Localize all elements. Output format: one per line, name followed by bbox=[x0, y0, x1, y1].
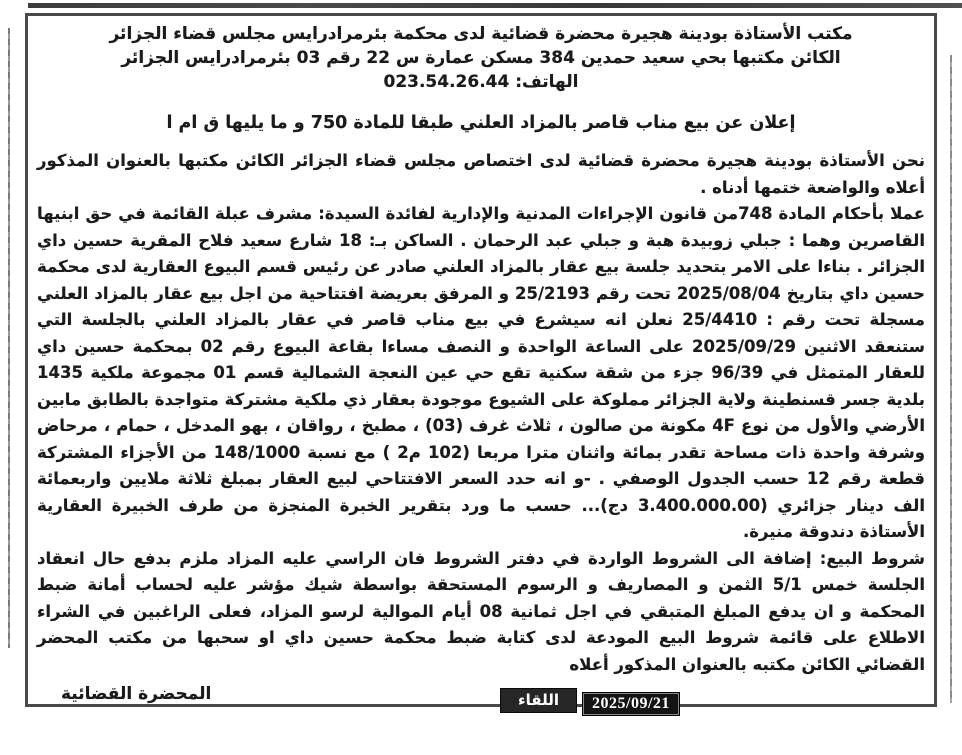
announcement-paragraph: عملا بأحكام المادة 748من قانون الإجراءات المدنية والإدارية لفائدة السيدة: مشرف عبلة القائمة في حق ابنيها القاصرين وهما : جبلي زوبيدة هبة و جبلي عبد الرحمان . الساكن بـ: 18 شارع سعيد فلاح المقرية حسين داي الجزائر . بناءا على الامر بتحديد جلسة بيع عقار بالمزاد العلني صادر عن رئيس قسم البيوع العقارية لدى محكمة حسين داي بتاريخ 2025/08/04 تحت رقم 25/2193 و المرفق بعريضة افتتاحية من اجل بيع عقار بالمزاد العلني مسجلة تحت رقم : 25/4410 نعلن انه سيشرع في بيع مناب قاصر في عقار بالمزاد العلني بالجلسة التي ستنعقد الاثنين 2025/09/29 على الساعة الواحدة و النصف مساءا بقاعة البيوع رقم 02 بمحكمة حسين داي للعقار المتمثل في 96/39 جزء من شقة سكنية تقع حي عين النعجة الشمالية قسم 01 مجموعة ملكية 1435 بلدية جسر قسنطينة ولاية الجزائر مملوكة على الشيوع موجودة بعقار ذي ملكية مشتركة متواجدة بالطابق مابين الأرضي والأول من نوع 4F مكونة من صالون ، ثلاث غرف (03) ، مطبخ ، رواقان ، بهو المدخل ، حمام ، مرحاض وشرفة واحدة ذات مساحة تقدر بمائة واثنان مترا مربعا (102 م2 ) مع نسبة 148/1000 من الأجزاء المشتركة قطعة رقم 12 حسب الجدول الوصفي . -و انه حدد السعر الافتتاحي لبيع العقار بمبلغ ثلاثة ملايين واربعمائة الف دينار جزائري (3.400.000.00 دج)... حسب ما ورد بتقرير الخبرة المنجزة من طرف الخبيرة العقارية الأستاذة دندوقة منيرة. bbox=[37, 204, 926, 541]
sale-conditions-paragraph: شروط البيع: إضافة الى الشروط الواردة في دفتر الشروط فان الراسي عليه المزاد ملزم بدفع حال انعقاد الجلسة خمس 5/1 الثمن و المصاريف و الرسوم المستحقة بواسطة شيك مؤشر عليه لحساب أمانة ضبط المحكمة و ان يدفع المبلغ المتبقي في اجل ثمانية 08 أيام الموالية لرسو المزاد، فعلى الراغبين في الشراء الاطلاع على قائمة شروط البيع المودعة لدى كتابة ضبط محكمة حسين داي او سحبها من مكتب المحضر القضائي الكائن مكتبه بالعنوان المذكور أعلاه bbox=[37, 548, 926, 674]
office-header-phone: الهاتف: 023.54.26.44 bbox=[383, 72, 579, 92]
footer-publication-date: 2025/09/21 bbox=[582, 692, 680, 716]
notice-title: إعلان عن بيع مناب قاصر بالمزاد العلني طبقا للمادة 750 و ما يليها ق ام ا bbox=[166, 113, 796, 133]
footer-bar bbox=[500, 688, 680, 716]
footer-publication-label: اللقاء bbox=[500, 688, 577, 713]
office-header-line2: الكائن مكتبها بحي سعيد حمدين 384 مسكن عمارة س 22 رقم 03 بئرمرادرايس الجزائر bbox=[121, 48, 841, 68]
intro-paragraph: نحن الأستاذة بودينة هجيرة محضرة قضائية لدى اختصاص مجلس قضاء الجزائر الكائن مكتبها بالعنوان المذكور أعلاه والواضعة ختمها أدناه . bbox=[37, 151, 925, 197]
office-header-line1: مكتب الأستاذة بودينة هجيرة محضرة قضائية لدى محكمة بئرمرادرايس مجلس قضاء الجزائر bbox=[109, 24, 853, 44]
scan-artifact-right-line bbox=[950, 55, 952, 703]
notice-content bbox=[28, 16, 934, 704]
scan-artifact-left-line bbox=[8, 28, 10, 648]
notice-border-frame bbox=[25, 13, 937, 707]
scan-artifact-top-rule bbox=[28, 3, 962, 8]
bailiff-signature: المحضرة القضائية bbox=[61, 684, 212, 704]
